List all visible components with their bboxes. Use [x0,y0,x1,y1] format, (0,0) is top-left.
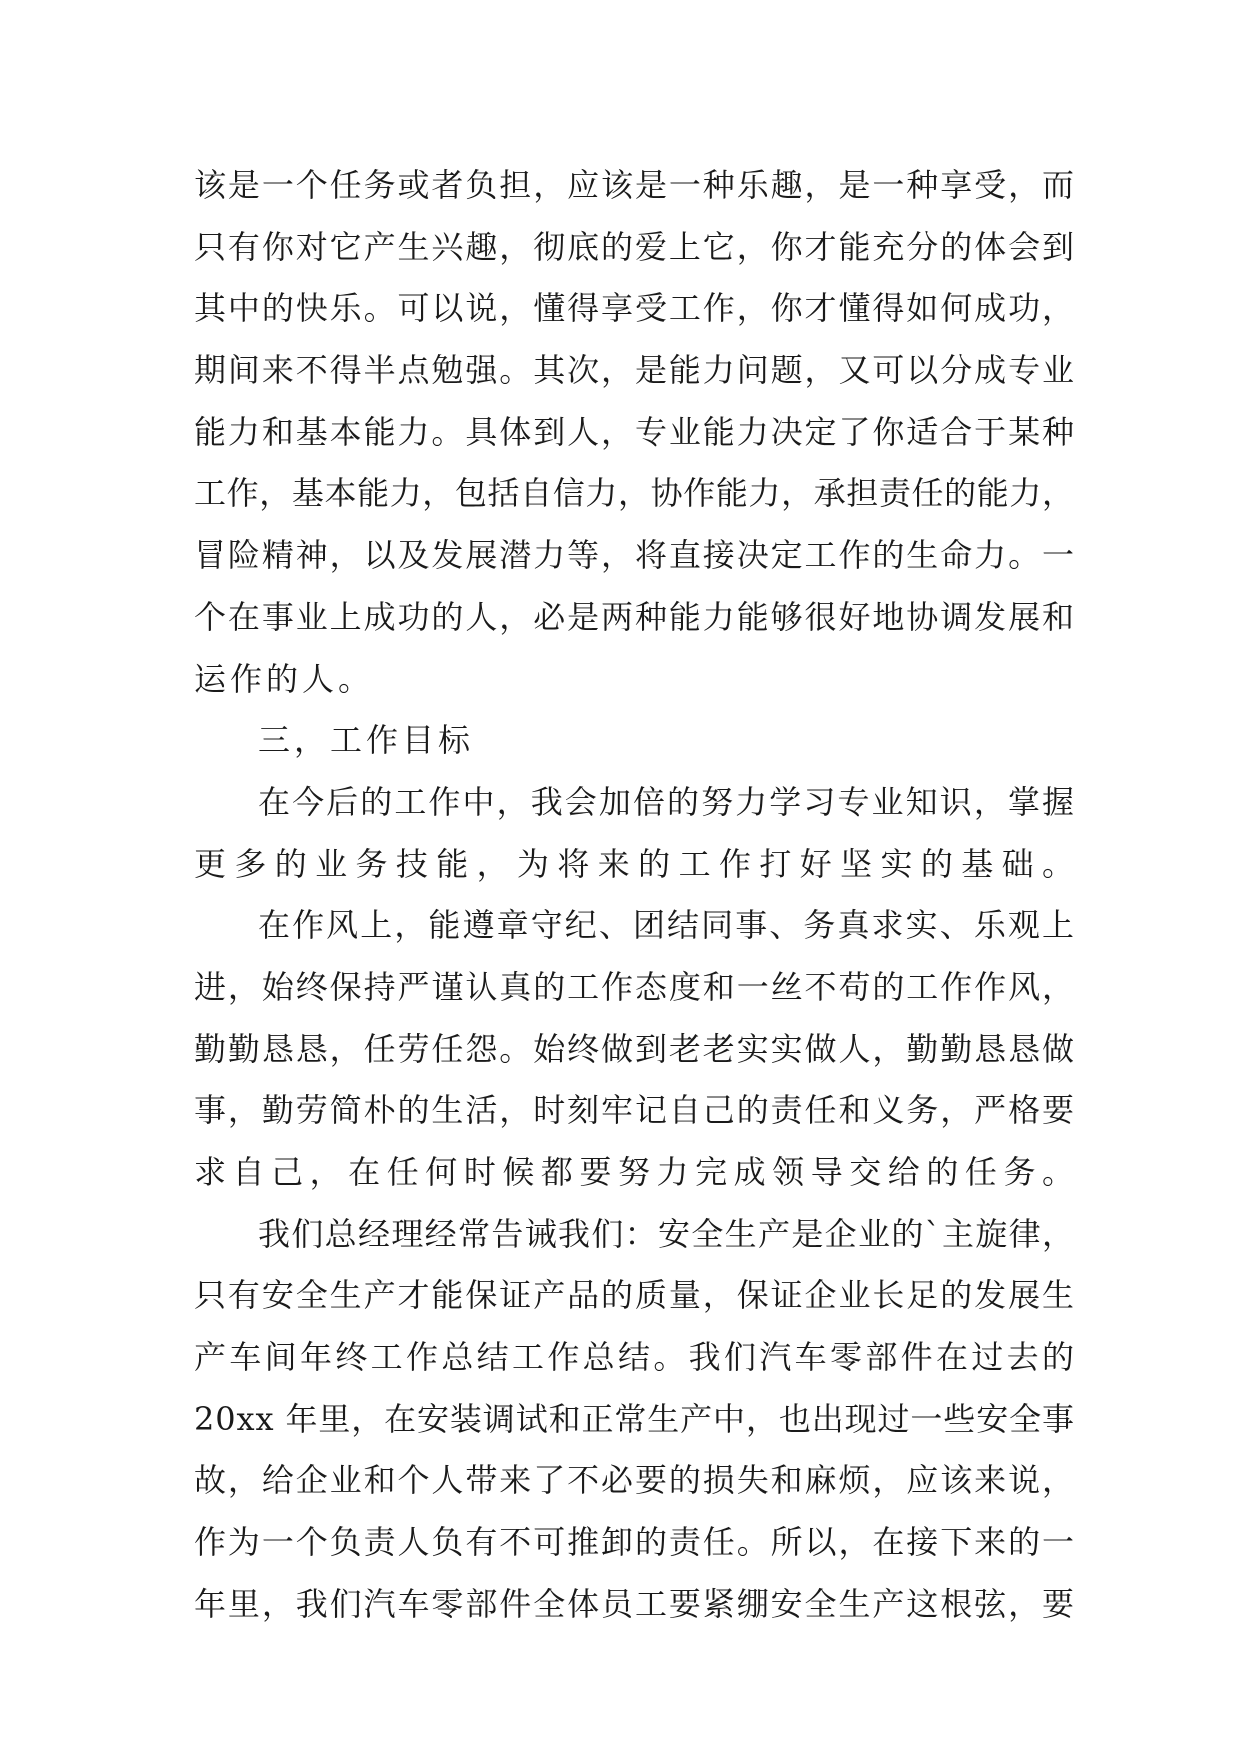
paragraph-line: 工作，基本能力，包括自信力，协作能力，承担责任的能力， [194,474,1075,513]
paragraph-line: 能力和基本能力。具体到人，专业能力决定了你适合于某种 [194,412,1076,451]
paragraph-line: 产车间年终工作总结工作总结。我们汽车零部件在过去的 [194,1338,1078,1377]
paragraph-line: 求自己，在任何时候都要努力完成领导交给的任务。 [194,1153,1081,1191]
paragraph-first-line: 在今后的工作中，我会加倍的努力学习专业知识，掌握 [258,782,1077,821]
paragraph-line: 个在事业上成功的人，必是两种能力能够很好地协调发展和 [194,597,1076,636]
paragraph-line: 期间来不得半点勉强。其次，是能力问题，又可以分成专业 [194,351,1076,390]
paragraph-line: 进，始终保持严谨认真的工作态度和一丝不苟的工作作风， [194,967,1076,1006]
paragraph-line: 冒险精神，以及发展潜力等，将直接决定工作的生命力。一 [194,536,1076,575]
paragraph-first-line: 在作风上，能遵章守纪、团结同事、务真求实、乐观上 [258,906,1077,945]
paragraph-line: 运作的人。 [194,659,375,698]
paragraph-line: 其中的快乐。可以说，懂得享受工作，你才懂得如何成功， [194,289,1076,328]
paragraph-line: 只有你对它产生兴趣，彻底的爱上它，你才能充分的体会到 [194,227,1076,266]
paragraph-line: 更多的业务技能，为将来的工作打好坚实的基础。 [194,844,1083,883]
paragraph-line: 事，勤劳简朴的生活，时刻牢记自己的责任和义务，严格要 [194,1091,1076,1130]
paragraph-line: 故，给企业和个人带来了不必要的损失和麻烦，应该来说， [194,1461,1076,1500]
paragraph-line: 20xx 年里，在安装调试和正常生产中，也出现过一些安全事 [194,1399,1075,1438]
paragraph-line: 该是一个任务或者负担，应该是一种乐趣，是一种享受，而 [194,166,1076,204]
paragraph-line: 年里，我们汽车零部件全体员工要紧绷安全生产这根弦，要 [194,1584,1076,1623]
paragraph-line: 只有安全生产才能保证产品的质量，保证企业长足的发展生 [194,1276,1076,1315]
paragraph-first-line: 我们总经理经常告诫我们：安全生产是企业的`主旋律， [258,1214,1076,1253]
document-body [194,155,1083,1636]
paragraph-first-line: 三，工作目标 [258,721,475,760]
paragraph-line: 勤勤恳恳，任劳任怨。始终做到老老实实做人，勤勤恳恳做 [194,1029,1076,1068]
paragraph-line: 作为一个负责人负有不可推卸的责任。所以，在接下来的一 [194,1523,1076,1562]
